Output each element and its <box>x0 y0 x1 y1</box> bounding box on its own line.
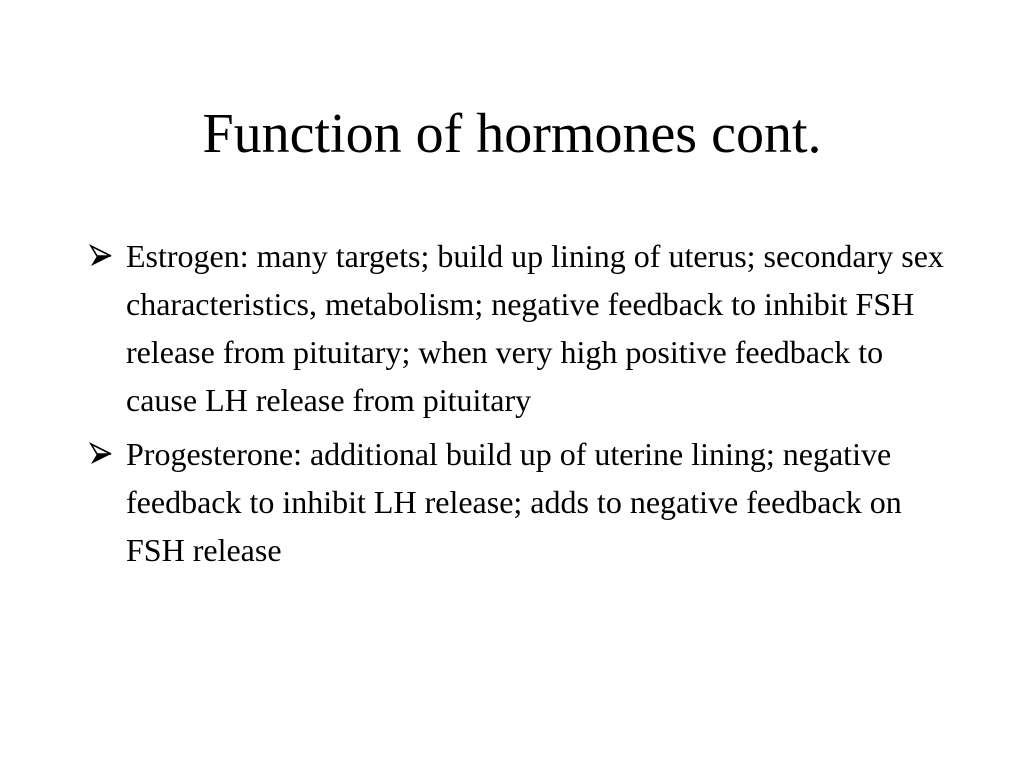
arrowhead-bullet-icon <box>88 232 126 280</box>
bullet-text: Progesterone: additional build up of uterine lining; negative feedback to inhibit LH release; adds to negative feedback on FSH release <box>126 436 902 568</box>
bullet-item <box>88 232 958 424</box>
arrowhead-bullet-icon <box>88 430 126 478</box>
bullet-list <box>88 232 958 580</box>
slide-title: Function of hormones cont. <box>202 103 822 165</box>
bullet-text: Estrogen: many targets; build up lining of uterus; secondary sex characteristics, metabolism; negative feedback to inhibit FSH release from pituitary; when very high positive feedback to cause LH release from pituitary <box>126 238 944 418</box>
bullet-item <box>88 430 958 574</box>
